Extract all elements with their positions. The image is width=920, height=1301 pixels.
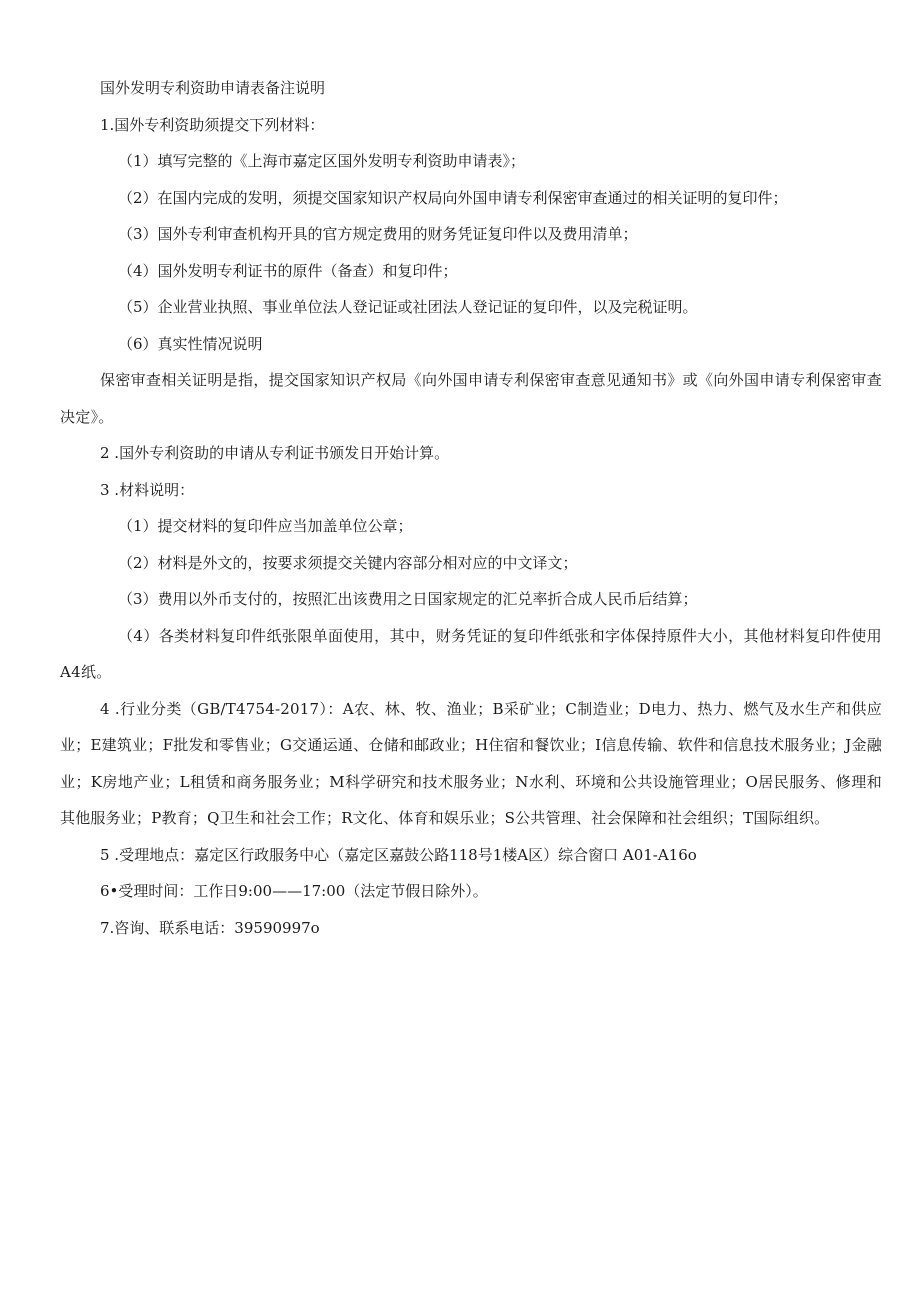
document-body (60, 70, 882, 946)
section-1-item: （4）国外发明专利证书的原件（备查）和复印件； (118, 261, 458, 280)
section-7-contact: 7.咨询、联系电话：39590997o (100, 918, 320, 937)
section-1-item: （6）真实性情况说明 (118, 334, 263, 353)
section-1-item: （2）在国内完成的发明，须提交国家知识产权局向外国申请专利保密审查通过的相关证明的复印件； (118, 188, 788, 207)
section-1-item: （5）企业营业执照、事业单位法人登记证或社团法人登记证的复印件，以及完税证明。 (118, 298, 698, 316)
section-1-heading: 1.国外专利资助须提交下列材料： (100, 115, 325, 134)
section-1-item: （3）国外专利审查机构开具的官方规定费用的财务凭证复印件以及费用清单； (118, 225, 638, 243)
section-1-note: 保密审查相关证明是指，提交国家知识产权局《向外国申请专利保密审查意见通知书》或《向外国申请专利保密审查决定》。 (60, 371, 882, 426)
section-3-heading: 3 .材料说明： (100, 480, 195, 499)
section-3-item: （1）提交材料的复印件应当加盖单位公章； (118, 517, 413, 535)
section-3-item: （4）各类材料复印件纸张限单面使用，其中，财务凭证的复印件纸张和字体保持原件大小，其他材料复印件使用A4纸。 (60, 626, 882, 681)
section-1-item: （1）填写完整的《上海市嘉定区国外发明专利资助申请表》； (118, 152, 526, 170)
section-5-location: 5 .受理地点：嘉定区行政服务中心（嘉定区嘉鼓公路118号1楼A区）综合窗口 A01-A16o (100, 845, 697, 864)
section-6-hours: 6•受理时间：工作日9:00——17:00（法定节假日除外）。 (100, 882, 488, 900)
section-4-industry-classification: 4 .行业分类（GB/T4754-2017）：A农、林、牧、渔业；B采矿业；C制造业；D电力、热力、燃气及水生产和供应业；E建筑业；F批发和零售业；G交通运通、仓储和邮政业；H住宿和餐饮业；I信息传输、软件和信息技术服务业；J金融业；K房地产业；L租赁和商务服务业；M科学研究和技术服务业；N水利、环境和公共设施管理业；O居民服务、修理和其他服务业；P教育；Q卫生和社会工作；R文化、体育和娱乐业；S公共管理、社会保障和社会组织；T国际组织。 (60, 699, 882, 827)
section-2: 2 .国外专利资助的申请从专利证书颁发日开始计算。 (100, 444, 450, 462)
section-3-item: （2）材料是外文的，按要求须提交关键内容部分相对应的中文译文； (118, 553, 578, 572)
document-title: 国外发明专利资助申请表备注说明 (100, 79, 326, 97)
section-3-item: （3）费用以外币支付的，按照汇出该费用之日国家规定的汇兑率折合成人民币后结算； (118, 590, 698, 608)
